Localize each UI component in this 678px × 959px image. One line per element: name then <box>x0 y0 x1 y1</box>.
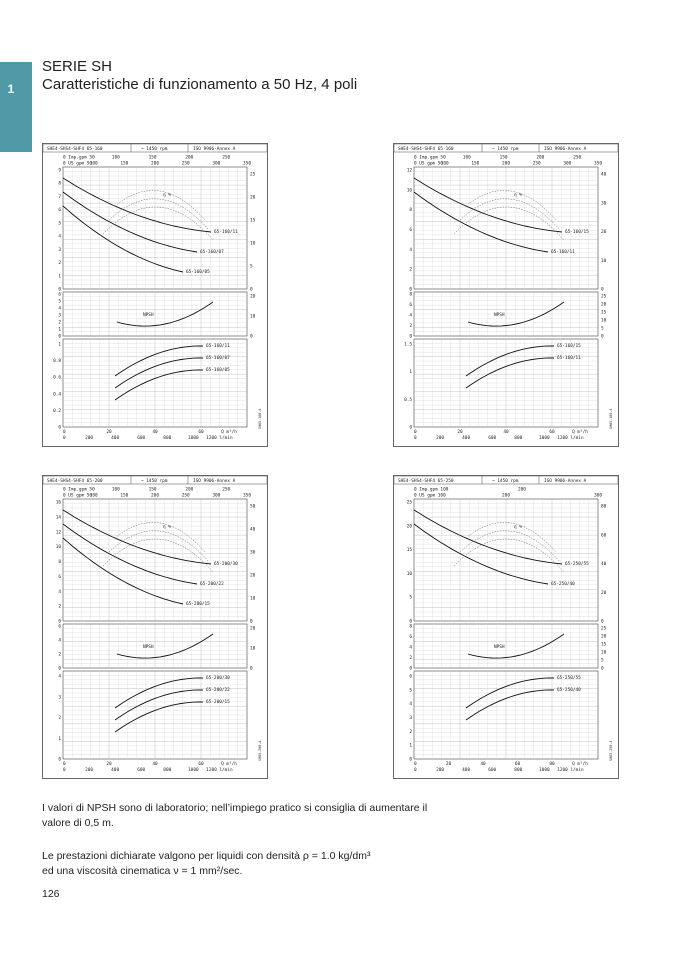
chart-code-label: SH65-200-4 <box>258 740 262 761</box>
head-axis-tick-m: 0 <box>409 619 412 625</box>
head-curve-label: 65-160/11 <box>551 250 575 255</box>
head-axis-tick-m: 15 <box>406 548 412 554</box>
top-axis-imp-tick: 250 <box>573 155 582 161</box>
head-axis-tick-m: 10 <box>406 188 412 194</box>
bottom-axis-lmin-tick: 400 <box>111 436 120 441</box>
top-axis-us-tick: 100 <box>89 161 98 167</box>
head-axis-tick-m: 0 <box>58 287 61 293</box>
page-header <box>42 58 357 94</box>
top-axis-us-tick: 200 <box>151 493 159 499</box>
top-axis-imp-tick: 0 Imp.gpm 100 <box>414 487 449 493</box>
efficiency-curve <box>454 539 564 572</box>
npsh-axis-tick-ft: 0 <box>250 334 253 340</box>
chart-standard-label: ISO 9906-Annex A <box>193 146 236 152</box>
head-axis-tick-ft: 20 <box>601 230 607 235</box>
top-axis-us-tick: 150 <box>120 161 129 167</box>
power-axis-tick-kw: 3 <box>58 695 61 701</box>
bottom-axis-qm3h-tick: 60 <box>549 430 555 435</box>
bottom-axis-qm3h-tick: 60 <box>198 430 204 435</box>
bottom-axis-qm3h-tick: 20 <box>445 762 452 767</box>
head-curve-label: 65-160/11 <box>214 230 238 235</box>
power-axis-tick-kw: 1.5 <box>404 342 412 348</box>
efficiency-curve <box>460 531 560 562</box>
efficiency-label: η % <box>514 193 522 198</box>
npsh-axis-tick-m: 0 <box>409 666 412 672</box>
top-axis-us-tick: 0 US gpm 50 <box>63 493 93 499</box>
bottom-axis-qm3h-tick: 0 <box>414 430 417 435</box>
performance-note-line2: ed una viscosità cinematica ν = 1 mm²/sec. <box>42 865 243 877</box>
head-axis-tick-ft: 0 <box>601 287 604 293</box>
top-axis-us-tick: 300 <box>594 493 602 499</box>
efficiency-curve <box>109 199 209 230</box>
bottom-axis-qm3h-tick: 40 <box>480 762 486 767</box>
power-curve-label: 65-160/11 <box>557 356 581 361</box>
power-axis-tick-kw: 1 <box>58 736 61 742</box>
bottom-axis-qm3h-tick: 40 <box>152 430 158 435</box>
top-axis-imp-tick: 0 Imp.gpm 50 <box>63 487 95 493</box>
head-axis-tick-m: 3 <box>58 247 61 253</box>
power-axis-tick-kw: 5 <box>409 688 412 694</box>
head-axis-tick-ft: 40 <box>601 172 607 178</box>
bottom-axis-qm3h-tick: 60 <box>198 762 204 767</box>
npsh-axis-tick-m: 4 <box>409 313 412 319</box>
npsh-axis-tick-m: 2 <box>58 652 61 658</box>
head-curve-label: 65-250/40 <box>551 582 575 587</box>
power-curve-label: 65-250/40 <box>557 688 581 693</box>
head-curve <box>414 524 548 584</box>
bottom-axis-lmin-tick: 0 <box>414 436 417 441</box>
npsh-axis-tick-ft: 10 <box>601 650 607 656</box>
top-axis-imp-tick: 100 <box>111 155 120 161</box>
npsh-axis-tick-ft: 5 <box>601 658 604 664</box>
top-axis-imp-tick: 0 Imp.gpm 50 <box>414 155 446 161</box>
efficiency-curve <box>109 531 209 562</box>
npsh-axis-tick-ft: 10 <box>601 318 607 324</box>
head-curve-label: 65-250/55 <box>565 562 589 567</box>
head-axis-tick-m: 8 <box>409 208 412 214</box>
head-axis-tick-m: 25 <box>406 500 412 506</box>
top-axis-us-tick: 150 <box>471 161 480 167</box>
top-axis-us-tick: 200 <box>502 161 510 167</box>
npsh-axis-tick-m: 4 <box>58 638 61 644</box>
head-axis-tick-ft: 10 <box>250 241 256 247</box>
efficiency-label: η % <box>163 193 171 198</box>
npsh-axis-tick-ft: 20 <box>601 302 607 308</box>
head-axis-tick-m: 20 <box>406 524 412 530</box>
top-axis-imp-tick: 200 <box>185 487 194 493</box>
head-axis-tick-ft: 0 <box>250 287 253 293</box>
top-axis-us-tick: 150 <box>120 493 129 499</box>
head-axis-tick-ft: 0 <box>601 619 604 625</box>
npsh-axis-tick-ft: 5 <box>601 326 604 332</box>
bottom-axis-qm3h-tick: Q m³/h <box>221 762 237 767</box>
chart-standard-label: ISO 9906-Annex A <box>193 478 236 484</box>
npsh-axis-tick-m: 6 <box>58 624 61 630</box>
head-axis-tick-m: 9 <box>58 168 61 174</box>
head-axis-tick-m: 4 <box>58 589 61 595</box>
head-axis-tick-m: 1 <box>58 274 61 280</box>
section-tab <box>0 62 32 152</box>
top-axis-us-tick: 300 <box>212 161 221 167</box>
power-axis-tick-kw: 6 <box>409 674 412 680</box>
chart-model-label: SHE4-SHS4-SHF4 65-160 <box>398 146 454 152</box>
bottom-axis-qm3h-tick: 20 <box>106 762 112 767</box>
chart-model-label: SHE4-SHS4-SHF4 65-200 <box>47 478 103 484</box>
bottom-axis-lmin-tick: 400 <box>462 768 471 773</box>
npsh-axis-tick-m: 0 <box>58 666 61 672</box>
top-axis-imp-tick: 100 <box>462 155 471 161</box>
head-curve <box>414 192 548 252</box>
top-axis-us-tick: 250 <box>532 161 541 167</box>
power-curve-label: 65-250/55 <box>557 676 581 681</box>
npsh-axis-tick-m: 2 <box>409 656 412 661</box>
top-axis-imp-tick: 150 <box>148 487 157 493</box>
power-curve-label: 65-200/30 <box>206 676 230 681</box>
head-axis-tick-ft: 25 <box>250 172 256 178</box>
bottom-axis-qm3h-tick: 80 <box>549 762 555 767</box>
bottom-axis-qm3h-tick: 40 <box>503 430 509 435</box>
head-curve-label: 65-200/22 <box>200 582 224 587</box>
head-axis-tick-m: 4 <box>409 247 412 253</box>
npsh-axis-tick-m: 8 <box>409 292 412 298</box>
top-axis-imp-tick: 250 <box>222 487 231 493</box>
chart-speed-label: ~ 1450 rpm <box>492 146 519 152</box>
bottom-axis-qm3h-tick: Q m³/h <box>572 430 588 435</box>
bottom-axis-lmin-tick: 200 <box>436 436 445 441</box>
npsh-note-line1: I valori di NPSH sono di laboratorio; nell’impiego pratico si consiglia di aumentare il <box>42 802 428 814</box>
top-axis-us-tick: 0 US gpm 50 <box>414 161 444 167</box>
top-axis-us-tick: 0 US gpm 50 <box>63 161 93 167</box>
head-axis-tick-ft: 30 <box>601 201 607 207</box>
head-axis-tick-ft: 10 <box>601 258 607 264</box>
efficiency-label: η % <box>514 525 522 530</box>
top-axis-us-tick: 250 <box>181 493 190 499</box>
performance-chart-65-200 <box>42 475 268 779</box>
bottom-axis-lmin-tick: 400 <box>111 768 120 773</box>
npsh-axis-tick-m: 5 <box>58 299 61 305</box>
head-axis-tick-ft: 20 <box>601 590 607 596</box>
power-curve <box>115 690 203 720</box>
power-curve-label: 65-160/11 <box>206 344 230 349</box>
power-curve <box>115 702 203 732</box>
bottom-axis-lmin-tick: 200 <box>85 436 94 441</box>
npsh-axis-tick-m: 3 <box>58 313 61 319</box>
head-axis-tick-m: 2 <box>58 604 61 610</box>
npsh-axis-tick-ft: 15 <box>601 310 607 316</box>
power-curve-label: 65-160/05 <box>206 368 230 373</box>
chart-standard-label: ISO 9906-Annex A <box>544 146 587 152</box>
npsh-axis-tick-m: 8 <box>409 624 412 630</box>
top-axis-imp-tick: 0 Imp.gpm 50 <box>63 155 95 161</box>
head-axis-tick-m: 0 <box>409 287 412 293</box>
head-axis-tick-ft: 50 <box>250 504 256 510</box>
top-axis-us-tick: 250 <box>181 161 190 167</box>
npsh-axis-tick-m: 6 <box>409 635 412 640</box>
bottom-axis-lmin-tick: 600 <box>488 768 497 773</box>
top-axis-us-tick: 350 <box>594 161 602 167</box>
npsh-note-line2: valore di 0,5 m. <box>42 817 114 829</box>
efficiency-curve <box>454 207 564 240</box>
power-axis-tick-kw: 0.8 <box>53 359 61 365</box>
npsh-label: NPSH <box>143 645 154 650</box>
head-axis-tick-ft: 20 <box>250 573 256 579</box>
top-axis-us-tick: 350 <box>243 493 251 499</box>
top-axis-imp-tick: 150 <box>499 155 508 161</box>
efficiency-curve <box>103 207 213 240</box>
bottom-axis-lmin-tick: 0 <box>414 768 417 773</box>
performance-note-line1: Le prestazioni dichiarate valgono per liquidi con densità ρ = 1.0 kg/dm³ <box>42 850 371 862</box>
power-axis-tick-kw: 4 <box>409 702 412 708</box>
efficiency-label: η % <box>163 525 171 530</box>
npsh-axis-tick-ft: 25 <box>601 294 607 300</box>
chart-speed-label: ~ 1450 rpm <box>141 146 168 152</box>
head-axis-tick-m: 7 <box>58 194 61 200</box>
power-axis-tick-kw: 0 <box>58 757 61 763</box>
efficiency-curve <box>115 523 205 553</box>
power-axis-tick-kw: 0 <box>58 425 61 431</box>
head-curve-label: 65-160/07 <box>200 250 224 255</box>
npsh-axis-tick-m: 0 <box>58 334 61 340</box>
bottom-axis-lmin-tick: 800 <box>163 436 172 441</box>
top-axis-us-tick: 350 <box>243 161 251 167</box>
top-axis-us-tick: 300 <box>563 161 572 167</box>
npsh-note <box>42 801 502 831</box>
efficiency-curve <box>460 199 560 230</box>
bottom-axis-lmin-tick: 800 <box>163 768 172 773</box>
head-axis-tick-m: 12 <box>55 530 61 536</box>
npsh-axis-tick-ft: 15 <box>601 642 607 648</box>
head-axis-tick-m: 12 <box>406 168 412 174</box>
head-axis-tick-m: 2 <box>58 261 61 267</box>
bottom-axis-qm3h-tick: 20 <box>457 430 463 435</box>
power-axis-tick-kw: 0.4 <box>53 392 61 398</box>
chart-svg <box>394 476 618 778</box>
npsh-label: NPSH <box>143 313 154 318</box>
npsh-label: NPSH <box>494 313 505 318</box>
npsh-axis-tick-m: 2 <box>58 320 61 326</box>
power-axis-tick-kw: 0.6 <box>53 375 61 381</box>
npsh-label: NPSH <box>494 645 505 650</box>
power-curve <box>115 358 203 388</box>
power-curve <box>466 690 554 720</box>
top-axis-us-tick: 200 <box>151 161 159 167</box>
bottom-axis-lmin-tick: 1000 <box>539 436 550 441</box>
head-axis-tick-m: 10 <box>55 545 61 551</box>
head-curve-label: 65-160/15 <box>565 230 589 235</box>
efficiency-curve <box>103 539 213 572</box>
npsh-axis-tick-m: 6 <box>58 292 61 298</box>
head-curve <box>63 192 197 252</box>
power-curve-label: 65-160/15 <box>557 344 581 349</box>
chart-standard-label: ISO 9906-Annex A <box>544 478 587 484</box>
chart-code-label: SH65-160-4 <box>609 408 613 429</box>
bottom-axis-lmin-tick: 600 <box>137 436 146 441</box>
head-axis-tick-m: 14 <box>55 515 61 521</box>
npsh-axis-tick-m: 0 <box>409 334 412 340</box>
head-axis-tick-ft: 30 <box>250 550 256 556</box>
power-axis-tick-kw: 2 <box>58 716 61 721</box>
head-axis-tick-m: 10 <box>406 571 412 577</box>
head-curve <box>414 178 562 232</box>
bottom-axis-qm3h-tick: 20 <box>106 430 112 435</box>
power-axis-tick-kw: 3 <box>409 716 412 721</box>
head-axis-tick-m: 16 <box>55 500 61 506</box>
bottom-axis-lmin-tick: 1200 l/min <box>206 436 233 441</box>
head-axis-tick-m: 5 <box>58 221 61 227</box>
head-axis-tick-ft: 10 <box>250 596 256 602</box>
bottom-axis-lmin-tick: 1000 <box>539 768 550 773</box>
top-axis-us-tick: 0 US gpm 100 <box>414 493 446 499</box>
head-axis-tick-m: 8 <box>58 560 61 565</box>
bottom-axis-lmin-tick: 0 <box>63 768 66 773</box>
efficiency-curve <box>115 191 205 221</box>
npsh-axis-tick-ft: 20 <box>601 634 607 640</box>
chart-speed-label: ~ 1450 rpm <box>141 478 168 484</box>
top-axis-imp-tick: 200 <box>185 155 194 161</box>
head-axis-tick-m: 4 <box>58 234 61 240</box>
head-axis-tick-ft: 60 <box>601 533 607 539</box>
top-axis-us-tick: 300 <box>212 493 221 499</box>
bottom-axis-lmin-tick: 1200 l/min <box>557 436 584 441</box>
head-curve <box>414 510 562 564</box>
head-curve-label: 65-200/15 <box>186 602 210 607</box>
npsh-axis-tick-m: 1 <box>58 327 61 333</box>
npsh-axis-tick-m: 6 <box>409 303 412 308</box>
head-curve <box>63 206 183 272</box>
series-title: SERIE SH <box>42 58 113 75</box>
head-axis-tick-m: 0 <box>58 619 61 625</box>
top-axis-imp-tick: 200 <box>536 155 545 161</box>
bottom-axis-qm3h-tick: 0 <box>63 430 66 435</box>
head-curve-label: 65-200/30 <box>214 562 238 567</box>
power-axis-tick-kw: 0 <box>409 757 412 763</box>
power-curve <box>115 370 203 400</box>
page-number: 126 <box>42 888 60 900</box>
power-curve <box>466 358 554 388</box>
power-axis-tick-kw: 4 <box>58 674 61 680</box>
chart-svg <box>43 144 267 446</box>
section-number: 1 <box>7 82 15 96</box>
efficiency-curve <box>466 523 556 553</box>
head-axis-tick-m: 5 <box>409 595 412 601</box>
npsh-axis-tick-ft: 20 <box>250 294 256 300</box>
power-axis-tick-kw: 2 <box>409 729 412 735</box>
performance-chart-65-160-b <box>393 143 619 447</box>
npsh-axis-tick-ft: 10 <box>250 646 256 652</box>
head-curve <box>63 524 197 584</box>
top-axis-us-tick: 100 <box>89 493 98 499</box>
npsh-axis-tick-m: 2 <box>409 324 412 329</box>
top-axis-imp-tick: 100 <box>111 487 120 493</box>
chart-model-label: SHE4-SHS4-SHF4 65-250 <box>398 478 454 484</box>
bottom-axis-lmin-tick: 1000 <box>188 436 199 441</box>
npsh-axis-tick-ft: 0 <box>601 666 604 672</box>
head-axis-tick-m: 6 <box>409 228 412 233</box>
head-axis-tick-ft: 15 <box>250 218 256 224</box>
npsh-axis-tick-m: 4 <box>58 306 61 312</box>
bottom-axis-lmin-tick: 0 <box>63 436 66 441</box>
power-axis-tick-kw: 0 <box>409 425 412 431</box>
power-curve-label: 65-160/07 <box>206 356 230 361</box>
top-axis-us-tick: 200 <box>502 493 510 499</box>
bottom-axis-lmin-tick: 1200 l/min <box>557 768 584 773</box>
head-axis-tick-ft: 40 <box>250 527 256 533</box>
head-axis-tick-m: 6 <box>58 574 61 580</box>
chart-speed-label: ~ 1450 rpm <box>492 478 519 484</box>
head-axis-tick-m: 8 <box>58 181 61 187</box>
chart-svg <box>43 476 267 778</box>
chart-model-label: SHE4-SHS4-SHF4 65-160 <box>47 146 103 152</box>
top-axis-imp-tick: 250 <box>222 155 231 161</box>
npsh-axis-tick-ft: 0 <box>601 334 604 340</box>
head-axis-tick-ft: 40 <box>601 562 607 567</box>
npsh-axis-tick-m: 4 <box>409 645 412 651</box>
chart-svg <box>394 144 618 446</box>
npsh-axis-tick-ft: 20 <box>250 626 256 632</box>
bottom-axis-lmin-tick: 600 <box>488 436 497 441</box>
bottom-axis-lmin-tick: 200 <box>436 768 445 773</box>
bottom-axis-qm3h-tick: 0 <box>63 762 66 767</box>
head-axis-tick-ft: 20 <box>250 195 256 201</box>
performance-chart-65-160-a <box>42 143 268 447</box>
head-axis-tick-ft: 0 <box>250 619 253 625</box>
power-axis-tick-kw: 1 <box>58 342 61 348</box>
chart-code-label: SH65-250-4 <box>609 740 613 761</box>
power-axis-tick-kw: 1 <box>409 743 412 749</box>
npsh-axis-tick-ft: 25 <box>601 626 607 632</box>
bottom-axis-qm3h-tick: Q m³/h <box>572 762 588 767</box>
npsh-axis-tick-ft: 0 <box>250 666 253 672</box>
bottom-axis-qm3h-tick: Q m³/h <box>221 430 237 435</box>
head-curve <box>63 538 183 604</box>
head-axis-tick-m: 6 <box>58 208 61 214</box>
bottom-axis-lmin-tick: 800 <box>514 436 523 441</box>
power-curve-label: 65-200/22 <box>206 688 230 693</box>
power-axis-tick-kw: 0.5 <box>404 397 412 403</box>
page-subtitle: Caratteristiche di funzionamento a 50 Hz, 4 poli <box>42 76 358 93</box>
top-axis-imp-tick: 200 <box>518 487 526 493</box>
performance-note <box>42 849 502 879</box>
head-axis-tick-ft: 5 <box>250 264 253 270</box>
bottom-axis-qm3h-tick: 40 <box>152 762 158 767</box>
head-axis-tick-m: 2 <box>409 267 412 273</box>
power-axis-tick-kw: 0.2 <box>53 408 61 414</box>
performance-chart-65-250 <box>393 475 619 779</box>
bottom-axis-lmin-tick: 1200 l/min <box>206 768 233 773</box>
power-axis-tick-kw: 1 <box>409 370 412 376</box>
npsh-axis-tick-ft: 10 <box>250 314 256 320</box>
bottom-axis-lmin-tick: 1000 <box>188 768 199 773</box>
chart-code-label: SH65-160-4 <box>258 408 262 429</box>
power-curve-label: 65-200/15 <box>206 700 230 705</box>
bottom-axis-lmin-tick: 600 <box>137 768 146 773</box>
top-axis-us-tick: 100 <box>440 161 449 167</box>
bottom-axis-lmin-tick: 200 <box>85 768 94 773</box>
head-axis-tick-ft: 80 <box>601 504 607 510</box>
bottom-axis-lmin-tick: 800 <box>514 768 523 773</box>
bottom-axis-qm3h-tick: 0 <box>414 762 417 767</box>
top-axis-imp-tick: 150 <box>148 155 157 161</box>
head-curve-label: 65-160/05 <box>186 270 210 275</box>
efficiency-curve <box>466 191 556 221</box>
bottom-axis-lmin-tick: 400 <box>462 436 471 441</box>
bottom-axis-qm3h-tick: 60 <box>514 762 521 767</box>
